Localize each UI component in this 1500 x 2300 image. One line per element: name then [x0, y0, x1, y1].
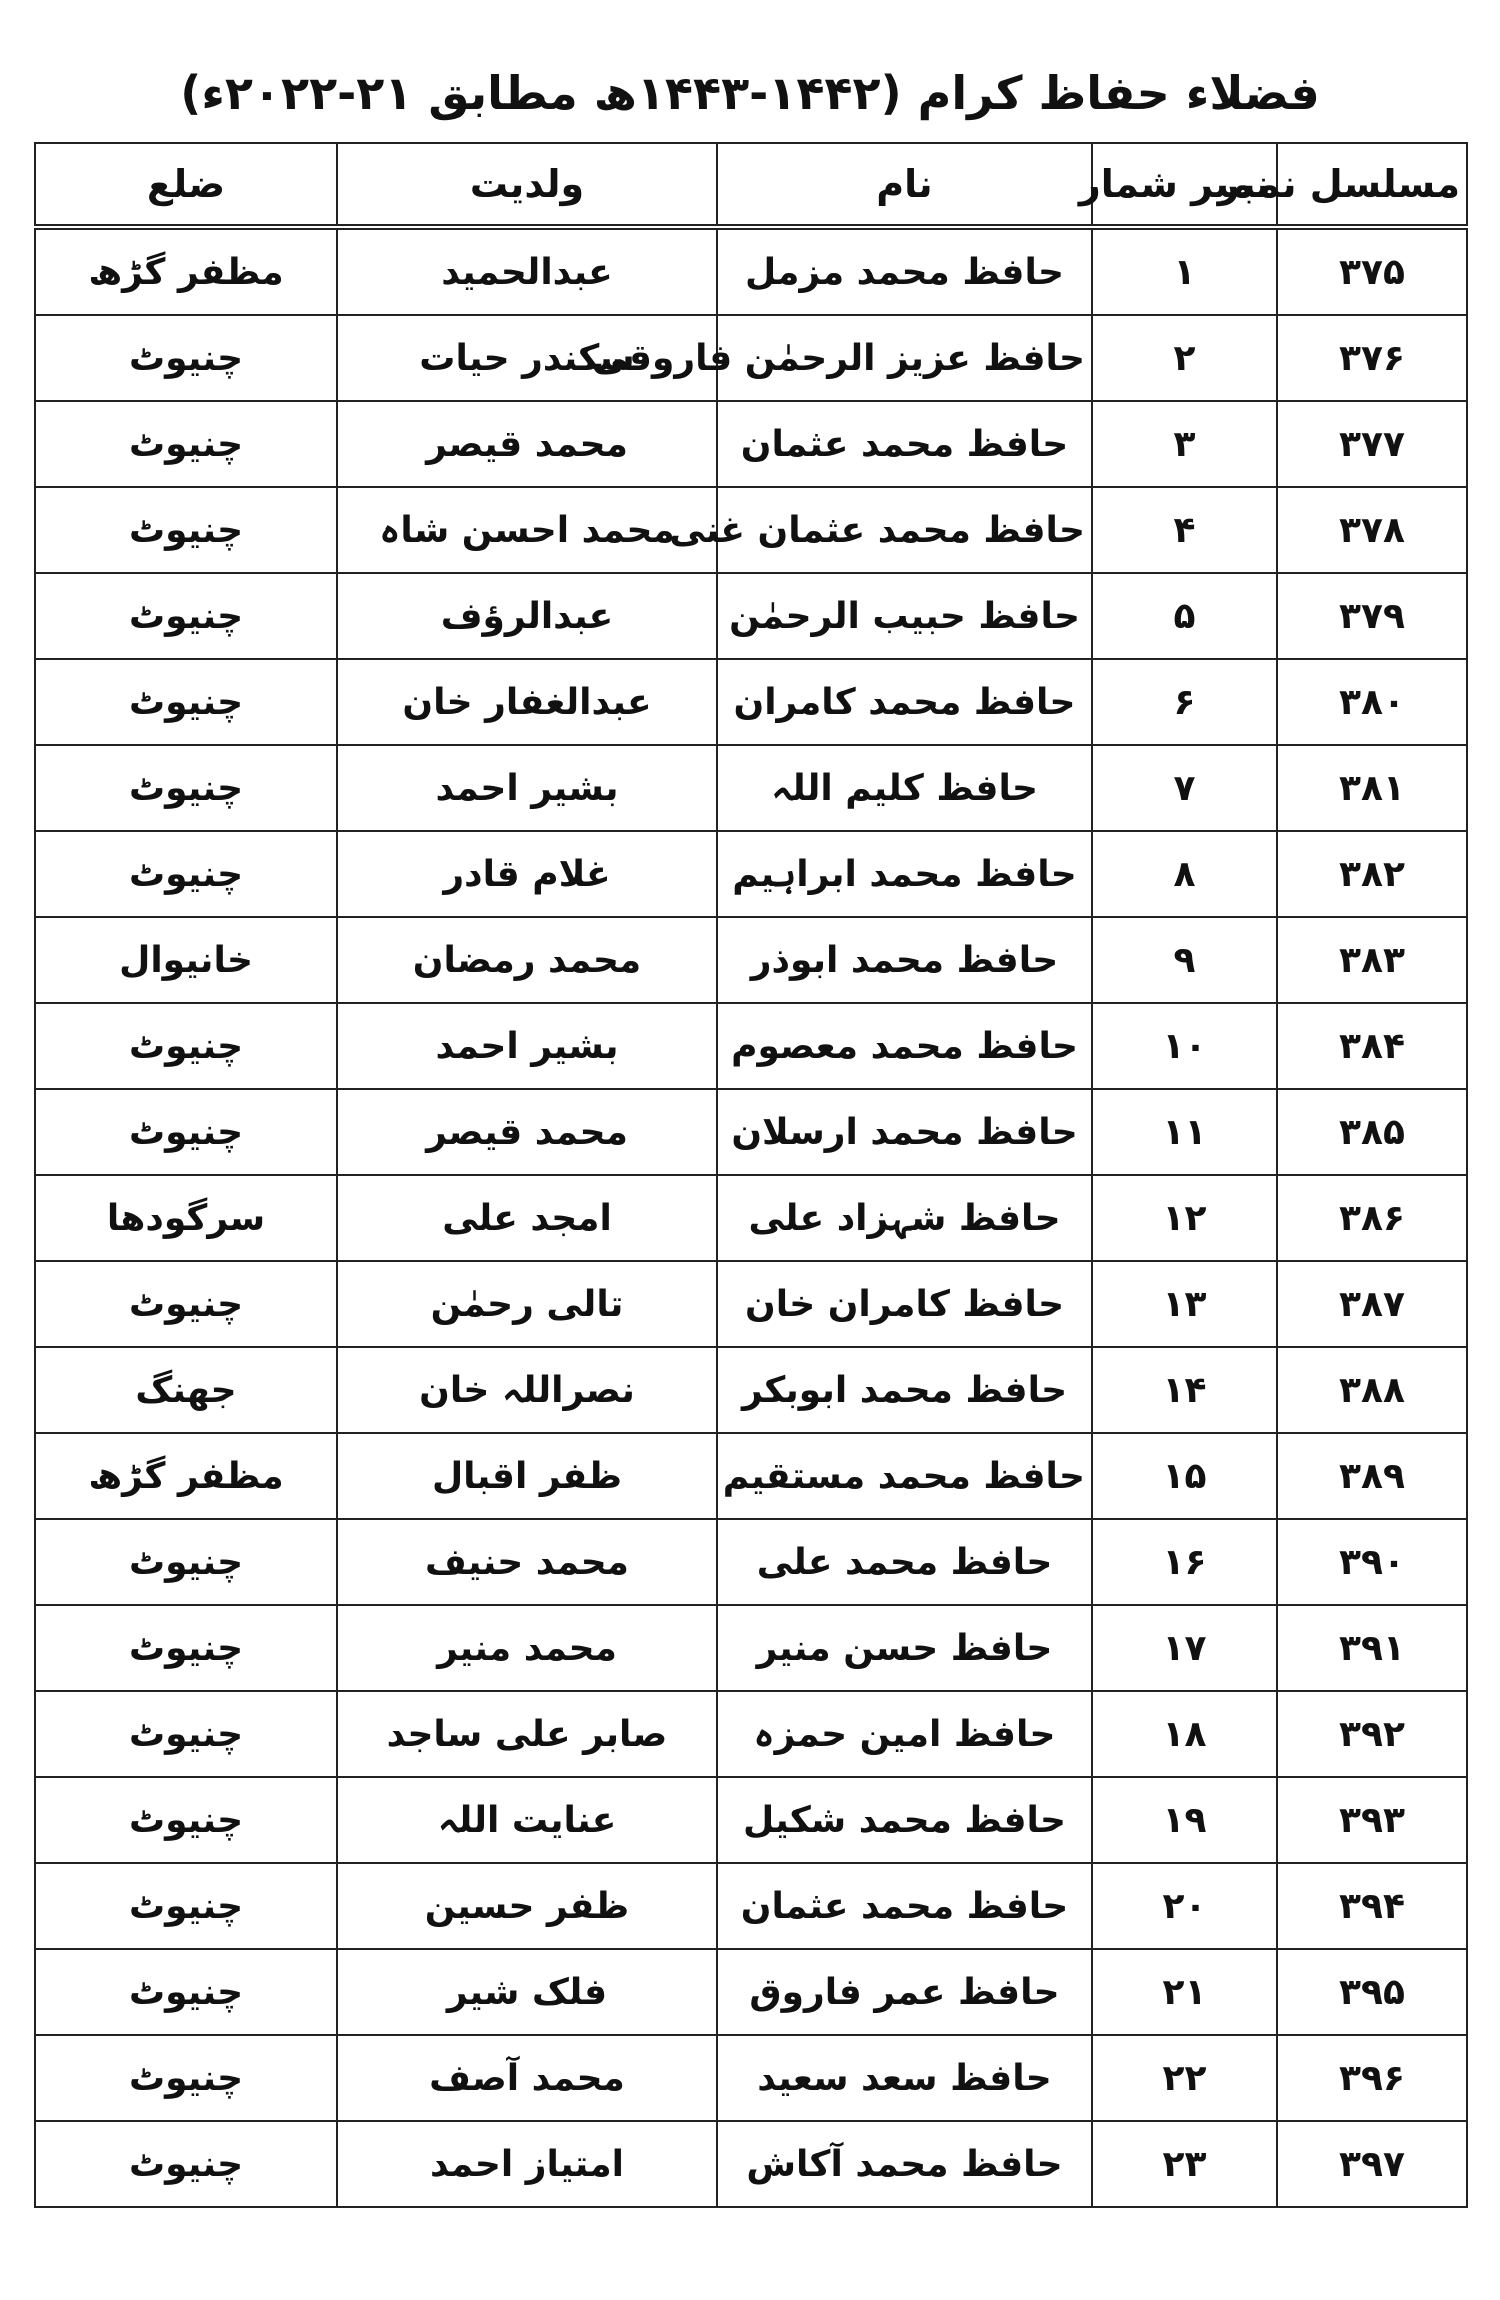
cell-district: چنیوٹ: [35, 1691, 337, 1777]
cell-serial-number: ۳۷۸: [1277, 487, 1467, 573]
cell-serial-number: ۳۹۲: [1277, 1691, 1467, 1777]
page-title: فضلاء حفاظ کرام (۱۴۴۲-۱۴۴۳ھ مطابق ۲۱-۲۰۲۲ء): [180, 66, 1320, 120]
header-number: نمبر شمار: [1092, 143, 1277, 227]
cell-number: ۱۵: [1092, 1433, 1277, 1519]
cell-district: چنیوٹ: [35, 487, 337, 573]
cell-father-name: عبدالغفار خان: [337, 659, 717, 745]
table-row: [35, 1175, 1467, 1261]
table-row: [35, 2121, 1467, 2207]
cell-name: حافظ محمد معصوم: [717, 1003, 1092, 1089]
cell-district: چنیوٹ: [35, 659, 337, 745]
cell-number: ۹: [1092, 917, 1277, 1003]
table-row: [35, 831, 1467, 917]
table-row: [35, 1949, 1467, 2035]
table-header-row: [35, 143, 1467, 227]
cell-father-name: امجد علی: [337, 1175, 717, 1261]
cell-number: ۳: [1092, 401, 1277, 487]
cell-number: ۱۱: [1092, 1089, 1277, 1175]
cell-name: حافظ محمد عثمان: [717, 1863, 1092, 1949]
cell-number: ۱: [1092, 227, 1277, 315]
table-row: [35, 1347, 1467, 1433]
cell-number: ۷: [1092, 745, 1277, 831]
cell-district: چنیوٹ: [35, 315, 337, 401]
cell-serial-number: ۳۸۷: [1277, 1261, 1467, 1347]
cell-district: چنیوٹ: [35, 831, 337, 917]
cell-district: چنیوٹ: [35, 1089, 337, 1175]
cell-name: حافظ محمد ابوبکر: [717, 1347, 1092, 1433]
cell-serial-number: ۳۹۰: [1277, 1519, 1467, 1605]
cell-name: حافظ محمد مستقیم: [717, 1433, 1092, 1519]
cell-district: چنیوٹ: [35, 1003, 337, 1089]
cell-serial-number: ۳۹۳: [1277, 1777, 1467, 1863]
cell-father-name: بشیر احمد: [337, 745, 717, 831]
cell-name: حافظ محمد ارسلان: [717, 1089, 1092, 1175]
cell-district: مظفر گڑھ: [35, 1433, 337, 1519]
table-row: [35, 745, 1467, 831]
cell-number: ۲۰: [1092, 1863, 1277, 1949]
table-row: [35, 1433, 1467, 1519]
table-row: [35, 1261, 1467, 1347]
header-serial-number: مسلسل نمبر: [1277, 143, 1467, 227]
cell-number: ۱۶: [1092, 1519, 1277, 1605]
cell-name: حافظ محمد ابراہیم: [717, 831, 1092, 917]
cell-name: حافظ محمد آکاش: [717, 2121, 1092, 2207]
cell-serial-number: ۳۸۰: [1277, 659, 1467, 745]
cell-name: حافظ محمد کامران: [717, 659, 1092, 745]
cell-father-name: بشیر احمد: [337, 1003, 717, 1089]
cell-father-name: سکندر حیات: [337, 315, 717, 401]
cell-serial-number: ۳۷۷: [1277, 401, 1467, 487]
cell-number: ۱۲: [1092, 1175, 1277, 1261]
cell-father-name: فلک شیر: [337, 1949, 717, 2035]
cell-district: چنیوٹ: [35, 745, 337, 831]
table-row: [35, 573, 1467, 659]
cell-district: چنیوٹ: [35, 1949, 337, 2035]
cell-serial-number: ۳۷۵: [1277, 227, 1467, 315]
cell-name: حافظ محمد عثمان غنی: [717, 487, 1092, 573]
cell-serial-number: ۳۸۲: [1277, 831, 1467, 917]
cell-name: حافظ محمد مزمل: [717, 227, 1092, 315]
cell-father-name: عبدالحمید: [337, 227, 717, 315]
cell-district: چنیوٹ: [35, 1261, 337, 1347]
header-name: نام: [717, 143, 1092, 227]
cell-name: حافظ شہزاد علی: [717, 1175, 1092, 1261]
cell-number: ۸: [1092, 831, 1277, 917]
cell-number: ۱۳: [1092, 1261, 1277, 1347]
cell-name: حافظ محمد شکیل: [717, 1777, 1092, 1863]
cell-father-name: محمد حنیف: [337, 1519, 717, 1605]
cell-father-name: صابر علی ساجد: [337, 1691, 717, 1777]
table-row: [35, 1777, 1467, 1863]
cell-father-name: محمد احسن شاہ: [337, 487, 717, 573]
table-row: [35, 487, 1467, 573]
cell-father-name: عبدالرؤف: [337, 573, 717, 659]
table-row: [35, 1003, 1467, 1089]
cell-serial-number: ۳۸۹: [1277, 1433, 1467, 1519]
cell-serial-number: ۳۸۳: [1277, 917, 1467, 1003]
cell-number: ۲۳: [1092, 2121, 1277, 2207]
table-row: [35, 1089, 1467, 1175]
cell-number: ۴: [1092, 487, 1277, 573]
table-row: [35, 917, 1467, 1003]
cell-number: ۱۹: [1092, 1777, 1277, 1863]
cell-serial-number: ۳۹۱: [1277, 1605, 1467, 1691]
cell-district: چنیوٹ: [35, 401, 337, 487]
cell-number: ۱۴: [1092, 1347, 1277, 1433]
cell-father-name: ظفر اقبال: [337, 1433, 717, 1519]
header-district: ضلع: [35, 143, 337, 227]
cell-father-name: تالی رحمٰن: [337, 1261, 717, 1347]
cell-father-name: محمد قیصر: [337, 1089, 717, 1175]
cell-district: چنیوٹ: [35, 1777, 337, 1863]
cell-father-name: عنایت اللہ: [337, 1777, 717, 1863]
cell-number: ۲۲: [1092, 2035, 1277, 2121]
cell-number: ۱۰: [1092, 1003, 1277, 1089]
table-row: [35, 659, 1467, 745]
cell-district: چنیوٹ: [35, 573, 337, 659]
header-father-name: ولدیت: [337, 143, 717, 227]
cell-name: حافظ کلیم اللہ: [717, 745, 1092, 831]
cell-name: حافظ امین حمزہ: [717, 1691, 1092, 1777]
cell-father-name: ظفر حسین: [337, 1863, 717, 1949]
cell-father-name: غلام قادر: [337, 831, 717, 917]
cell-name: حافظ سعد سعید: [717, 2035, 1092, 2121]
cell-name: حافظ حبیب الرحمٰن: [717, 573, 1092, 659]
cell-district: سرگودھا: [35, 1175, 337, 1261]
cell-name: حافظ محمد علی: [717, 1519, 1092, 1605]
cell-number: ۵: [1092, 573, 1277, 659]
cell-serial-number: ۳۸۶: [1277, 1175, 1467, 1261]
table-row: [35, 1691, 1467, 1777]
table-row: [35, 1863, 1467, 1949]
cell-father-name: محمد رمضان: [337, 917, 717, 1003]
cell-serial-number: ۳۸۵: [1277, 1089, 1467, 1175]
table-row: [35, 227, 1467, 315]
cell-serial-number: ۳۸۱: [1277, 745, 1467, 831]
cell-district: چنیوٹ: [35, 1605, 337, 1691]
cell-number: ۲: [1092, 315, 1277, 401]
cell-number: ۱۸: [1092, 1691, 1277, 1777]
cell-district: چنیوٹ: [35, 1863, 337, 1949]
cell-name: حافظ عمر فاروق: [717, 1949, 1092, 2035]
cell-district: چنیوٹ: [35, 1519, 337, 1605]
cell-serial-number: ۳۹۶: [1277, 2035, 1467, 2121]
table-body: [35, 227, 1467, 2207]
cell-father-name: محمد منیر: [337, 1605, 717, 1691]
table-row: [35, 1519, 1467, 1605]
cell-name: حافظ حسن منیر: [717, 1605, 1092, 1691]
cell-serial-number: ۳۸۴: [1277, 1003, 1467, 1089]
cell-number: ۱۷: [1092, 1605, 1277, 1691]
cell-serial-number: ۳۷۶: [1277, 315, 1467, 401]
cell-serial-number: ۳۹۴: [1277, 1863, 1467, 1949]
table-row: [35, 1605, 1467, 1691]
table-row: [35, 401, 1467, 487]
cell-district: خانیوال: [35, 917, 337, 1003]
cell-district: مظفر گڑھ: [35, 227, 337, 315]
cell-father-name: نصراللہ خان: [337, 1347, 717, 1433]
cell-name: حافظ محمد ابوذر: [717, 917, 1092, 1003]
cell-name: حافظ کامران خان: [717, 1261, 1092, 1347]
cell-name: حافظ عزیز الرحمٰن فاروقی: [717, 315, 1092, 401]
graduates-table: [34, 142, 1468, 2208]
cell-name: حافظ محمد عثمان: [717, 401, 1092, 487]
cell-father-name: امتیاز احمد: [337, 2121, 717, 2207]
cell-number: ۶: [1092, 659, 1277, 745]
cell-serial-number: ۳۹۵: [1277, 1949, 1467, 2035]
cell-district: چنیوٹ: [35, 2121, 337, 2207]
cell-father-name: محمد قیصر: [337, 401, 717, 487]
table-row: [35, 315, 1467, 401]
cell-number: ۲۱: [1092, 1949, 1277, 2035]
cell-father-name: محمد آصف: [337, 2035, 717, 2121]
cell-serial-number: ۳۸۸: [1277, 1347, 1467, 1433]
cell-serial-number: ۳۷۹: [1277, 573, 1467, 659]
table-row: [35, 2035, 1467, 2121]
cell-district: چنیوٹ: [35, 2035, 337, 2121]
cell-serial-number: ۳۹۷: [1277, 2121, 1467, 2207]
cell-district: جھنگ: [35, 1347, 337, 1433]
